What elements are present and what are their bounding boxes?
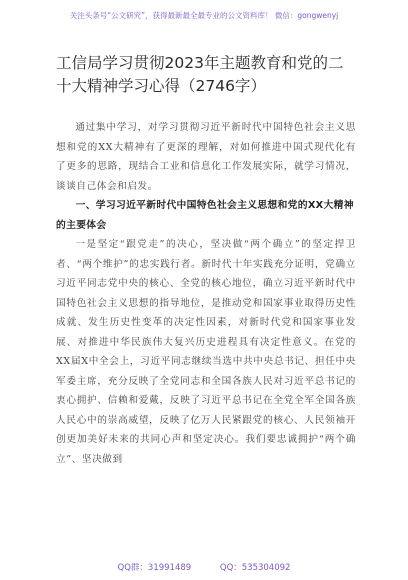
document-body [56,118,356,469]
body-paragraph: 一是坚定“跟党走”的决心，坚决做“两个确立”的坚定捍卫者、“两个维护”的忠实践行者。新时代十年实践充分证明，党确立习近平同志党中央的核心、全党的核心地位，确立习近平新时代中国特色社会主义思想的指导地位，是推动党和国家事业取得历史性成就、发生历史性变革的决定性因素，对新时代党和国家事业发展、对推进中华民族伟大复兴历史进程具有决定性意义。在党的XX届X中全会上，习近平同志继续当选中共中央总书记、担任中央军委主席，充分反映了全党同志和全国各族人民对习近平总书记的衷心拥护、信赖和爱戴，反映了习近平总书记在全党全军全国各族人民心中的崇高威望，反映了亿万人民紧跟党的核心、人民领袖开创更加美好未来的共同心声和坚定决心。我们要忠诚拥护“两个确立”、坚决做到 [56,239,356,465]
header-note: 关注头条号“公文研究”，获得最新最全最专业的公文资料库！ 微信：gongwenyj [69,11,339,20]
intro-paragraph: 通过集中学习，对学习贯彻习近平新时代中国特色社会主义思想和党的XX大精神有了更深的理解，对如何推进中国式现代化有了更多的思路，现结合工业和信息化工作发展实际，就学习情况，谈谈自己体会和启发。 [56,122,356,192]
footer-contact [0,561,408,573]
footer-qq: QQ：535304092 [219,563,291,573]
document-title: 工信局学习贯彻2023年主题教育和党的二十大精神学习心得（2746字） [56,54,344,95]
footer-qq-group: QQ群：31991489 [117,563,192,573]
section-heading: 一、学习习近平新时代中国特色社会主义思想和党的XX大精神的主要体会 [56,200,354,231]
